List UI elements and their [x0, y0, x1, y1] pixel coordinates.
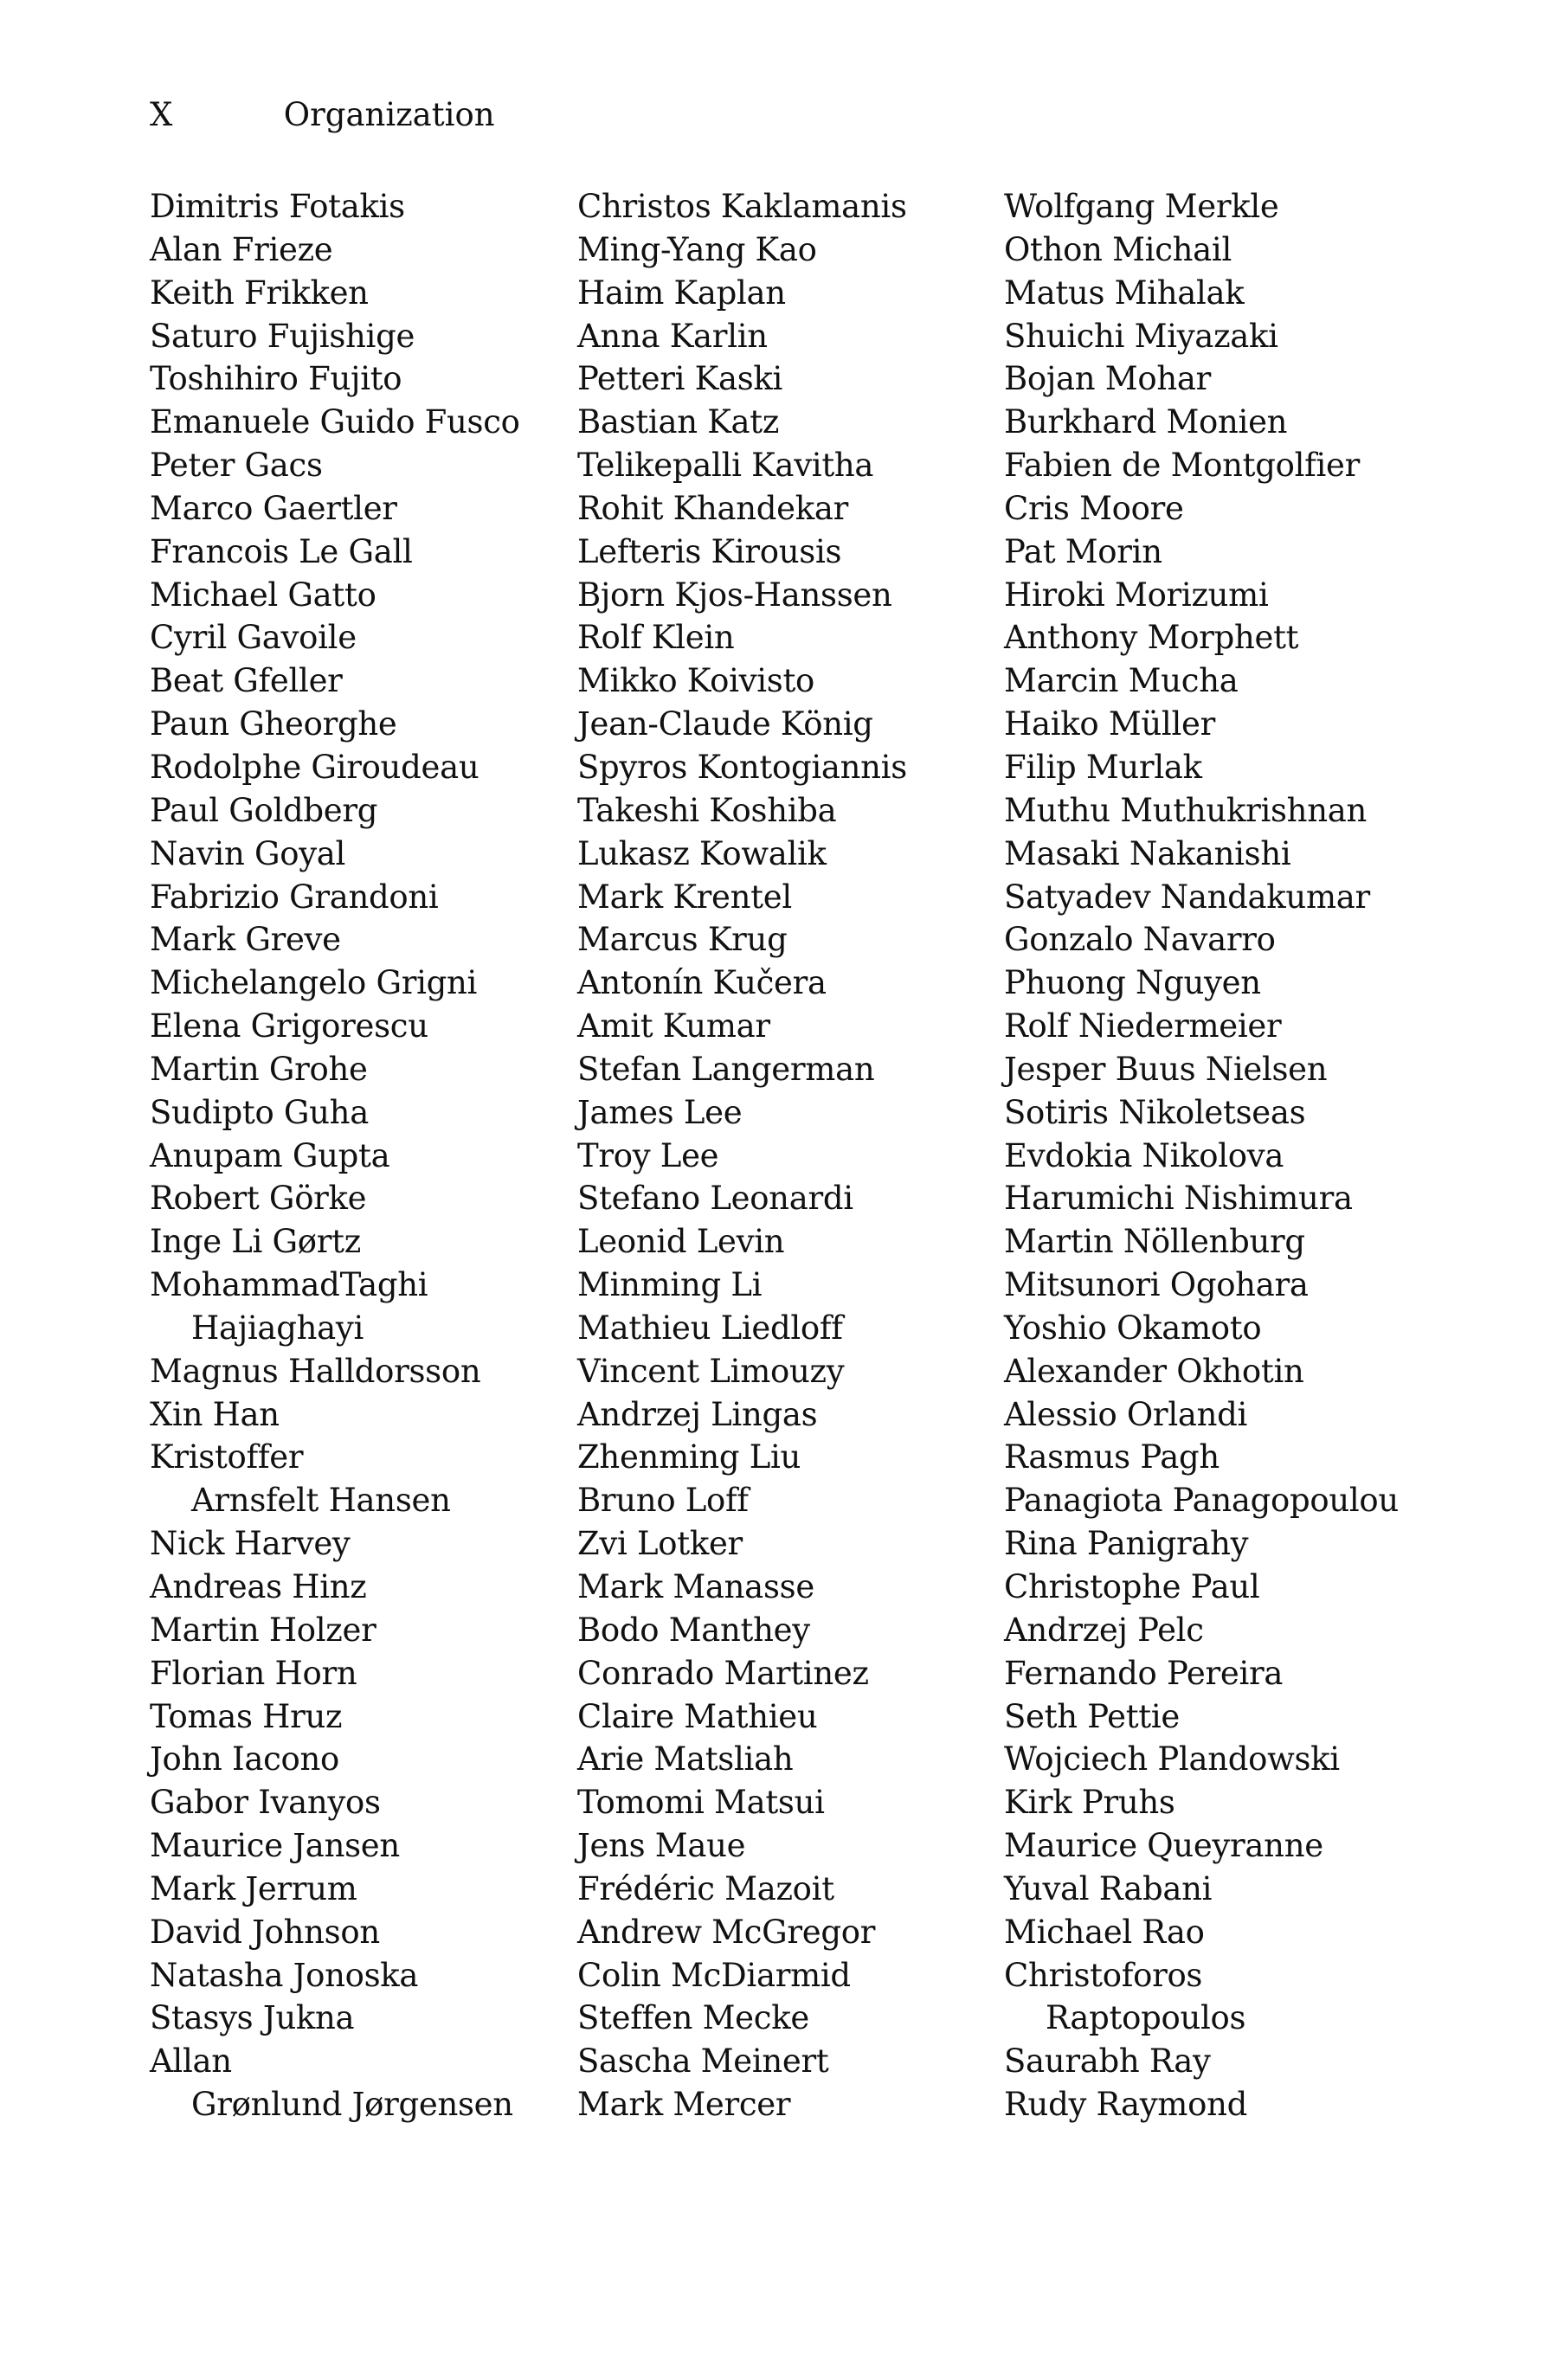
name-continuation: Grønlund Jørgensen — [191, 2086, 513, 2124]
name-entry: Filip Murlak — [1004, 748, 1202, 786]
name-entry: Andrzej Pelc — [1004, 1611, 1204, 1649]
name-entry: Bastian Katz — [577, 403, 780, 441]
name-entry: MohammadTaghi — [150, 1266, 428, 1304]
name-entry: Paun Gheorghe — [150, 705, 397, 743]
name-entry: Rolf Klein — [577, 619, 735, 657]
name-entry: Marco Gaertler — [150, 489, 397, 527]
name-entry: Allan — [150, 2042, 232, 2081]
name-entry: Bojan Mohar — [1004, 360, 1212, 398]
name-entry: Nick Harvey — [150, 1525, 351, 1563]
name-entry: Wolfgang Merkle — [1004, 188, 1279, 225]
name-entry: Tomas Hruz — [150, 1697, 343, 1735]
name-entry: Marcus Krug — [577, 921, 788, 959]
name-entry: Elena Grigorescu — [150, 1007, 428, 1045]
name-entry: Tomomi Matsui — [577, 1784, 825, 1822]
name-column-2 — [577, 185, 984, 2126]
name-entry: Muthu Muthukrishnan — [1004, 791, 1368, 829]
name-entry: Martin Holzer — [150, 1611, 376, 1649]
name-entry: Mikko Koivisto — [577, 662, 815, 700]
name-entry: Satyadev Nandakumar — [1004, 878, 1370, 916]
name-entry: Jesper Buus Nielsen — [1004, 1050, 1328, 1088]
name-entry: Masaki Nakanishi — [1004, 834, 1291, 872]
name-entry: Maurice Queyranne — [1004, 1827, 1323, 1865]
name-entry: Martin Grohe — [150, 1050, 368, 1088]
name-continuation: Arnsfelt Hansen — [191, 1482, 451, 1520]
name-entry: Dimitris Fotakis — [150, 188, 405, 225]
name-entry: Andreas Hinz — [150, 1568, 367, 1605]
name-entry: Mark Krentel — [577, 878, 792, 916]
name-entry: Christoforos — [1004, 1956, 1203, 1994]
name-entry: Sudipto Guha — [150, 1093, 369, 1131]
name-entry: Fernando Pereira — [1004, 1654, 1284, 1692]
name-entry: Michelangelo Grigni — [150, 964, 478, 1002]
name-entry: Fabien de Montgolfier — [1004, 447, 1361, 485]
name-entry: Sotiris Nikoletseas — [1004, 1093, 1306, 1131]
page-number: X — [150, 96, 173, 133]
name-entry: Amit Kumar — [577, 1007, 770, 1045]
name-entry: Gonzalo Navarro — [1004, 921, 1276, 959]
name-entry: Vincent Limouzy — [577, 1352, 845, 1390]
name-entry: Haim Kaplan — [577, 273, 786, 312]
name-entry: Gabor Ivanyos — [150, 1784, 381, 1822]
name-entry: Zhenming Liu — [577, 1438, 801, 1476]
name-entry: Cris Moore — [1004, 489, 1184, 527]
name-entry: Beat Gfeller — [150, 662, 343, 700]
name-entry: Petteri Kaski — [577, 360, 783, 398]
name-entry: David Johnson — [150, 1913, 380, 1951]
name-entry: Jean-Claude König — [577, 705, 873, 743]
name-entry: Lefteris Kirousis — [577, 532, 842, 570]
name-entry: Claire Mathieu — [577, 1697, 818, 1735]
name-entry: Jens Maue — [577, 1827, 746, 1865]
name-entry: Saurabh Ray — [1004, 2042, 1211, 2081]
name-entry: Kristoffer — [150, 1438, 304, 1476]
name-entry: Rohit Khandekar — [577, 489, 849, 527]
name-entry: Xin Han — [150, 1395, 280, 1433]
name-entry: Haiko Müller — [1004, 705, 1215, 743]
name-entry: Minming Li — [577, 1266, 763, 1304]
running-title: Organization — [283, 96, 495, 133]
name-entry: Colin McDiarmid — [577, 1956, 851, 1994]
name-continuation: Raptopoulos — [1046, 1999, 1246, 2037]
name-entry: Anthony Morphett — [1004, 619, 1299, 657]
name-entry: Pat Morin — [1004, 532, 1162, 570]
name-entry: Bruno Loff — [577, 1482, 749, 1520]
name-entry: Bodo Manthey — [577, 1611, 810, 1649]
name-entry: Maurice Jansen — [150, 1827, 400, 1865]
name-column-1 — [150, 185, 557, 2126]
name-entry: Shuichi Miyazaki — [1004, 317, 1278, 355]
name-entry: Rudy Raymond — [1004, 2086, 1247, 2124]
name-entry: Stefan Langerman — [577, 1050, 875, 1088]
name-entry: Stefano Leonardi — [577, 1180, 853, 1218]
name-entry: Fabrizio Grandoni — [150, 878, 439, 916]
name-entry: Ming-Yang Kao — [577, 230, 817, 268]
name-entry: Mark Mercer — [577, 2086, 791, 2124]
name-entry: Inge Li Gørtz — [150, 1223, 361, 1261]
name-entry: Emanuele Guido Fusco — [150, 403, 520, 441]
name-entry: John Iacono — [150, 1740, 340, 1779]
name-entry: Antonín Kučera — [577, 964, 827, 1002]
name-entry: Kirk Pruhs — [1004, 1784, 1175, 1822]
name-entry: Andrzej Lingas — [577, 1395, 818, 1433]
name-entry: Michael Rao — [1004, 1913, 1205, 1951]
name-entry: Harumichi Nishimura — [1004, 1180, 1353, 1218]
name-entry: Phuong Nguyen — [1004, 964, 1261, 1002]
name-entry: Toshihiro Fujito — [150, 360, 402, 398]
name-entry: Natasha Jonoska — [150, 1956, 419, 1994]
name-entry: Seth Pettie — [1004, 1697, 1181, 1735]
name-entry: Frédéric Mazoit — [577, 1869, 834, 1907]
name-entry: Rasmus Pagh — [1004, 1438, 1220, 1476]
name-entry: Cyril Gavoile — [150, 619, 357, 657]
name-entry: Conrado Martinez — [577, 1654, 869, 1692]
name-entry: Mathieu Liedloff — [577, 1309, 843, 1347]
name-entry: Lukasz Kowalik — [577, 834, 827, 872]
name-columns — [150, 185, 1413, 2141]
name-continuation: Hajiaghayi — [191, 1309, 364, 1347]
name-entry: Alexander Okhotin — [1004, 1352, 1304, 1390]
name-entry: Spyros Kontogiannis — [577, 748, 907, 786]
name-entry: Navin Goyal — [150, 834, 346, 872]
name-entry: Bjorn Kjos-Hanssen — [577, 576, 892, 614]
name-entry: Florian Horn — [150, 1654, 357, 1692]
name-entry: Leonid Levin — [577, 1223, 785, 1261]
name-entry: Zvi Lotker — [577, 1525, 743, 1563]
name-entry: Magnus Halldorsson — [150, 1352, 481, 1390]
name-entry: Stasys Jukna — [150, 1999, 355, 2037]
name-entry: Mark Jerrum — [150, 1869, 357, 1907]
name-entry: Yoshio Okamoto — [1004, 1309, 1262, 1347]
name-entry: Marcin Mucha — [1004, 662, 1239, 700]
name-entry: Mark Manasse — [577, 1568, 814, 1605]
name-entry: Troy Lee — [577, 1136, 719, 1174]
name-entry: Sascha Meinert — [577, 2042, 829, 2081]
name-entry: Othon Michail — [1004, 230, 1232, 268]
name-entry: Alan Frieze — [150, 230, 333, 268]
name-entry: Keith Frikken — [150, 273, 369, 312]
name-entry: Anna Karlin — [577, 317, 768, 355]
name-entry: Alessio Orlandi — [1004, 1395, 1248, 1433]
name-entry: Christos Kaklamanis — [577, 188, 907, 225]
name-entry: Peter Gacs — [150, 447, 323, 485]
name-entry: Telikepalli Kavitha — [577, 447, 874, 485]
name-entry: Mitsunori Ogohara — [1004, 1266, 1309, 1304]
name-entry: Paul Goldberg — [150, 791, 378, 829]
name-entry: Hiroki Morizumi — [1004, 576, 1269, 614]
page-header — [150, 93, 495, 137]
name-entry: Yuval Rabani — [1004, 1869, 1213, 1907]
name-column-3 — [1004, 185, 1411, 2126]
name-entry: Robert Görke — [150, 1180, 367, 1218]
name-entry: Rolf Niedermeier — [1004, 1007, 1282, 1045]
name-entry: Takeshi Koshiba — [577, 791, 837, 829]
name-entry: Martin Nöllenburg — [1004, 1223, 1305, 1261]
name-entry: Michael Gatto — [150, 576, 376, 614]
name-entry: Anupam Gupta — [150, 1136, 390, 1174]
name-entry: James Lee — [577, 1093, 743, 1131]
name-entry: Francois Le Gall — [150, 532, 413, 570]
name-entry: Burkhard Monien — [1004, 403, 1288, 441]
name-entry: Saturo Fujishige — [150, 317, 415, 355]
name-entry: Panagiota Panagopoulou — [1004, 1482, 1399, 1520]
name-entry: Evdokia Nikolova — [1004, 1136, 1284, 1174]
name-entry: Matus Mihalak — [1004, 273, 1245, 312]
name-entry: Christophe Paul — [1004, 1568, 1260, 1605]
name-entry: Rina Panigrahy — [1004, 1525, 1249, 1563]
name-entry: Steffen Mecke — [577, 1999, 809, 2037]
name-entry: Rodolphe Giroudeau — [150, 748, 479, 786]
name-entry: Andrew McGregor — [577, 1913, 876, 1951]
name-entry: Arie Matsliah — [577, 1740, 794, 1779]
name-entry: Mark Greve — [150, 921, 341, 959]
name-entry: Wojciech Plandowski — [1004, 1740, 1340, 1779]
